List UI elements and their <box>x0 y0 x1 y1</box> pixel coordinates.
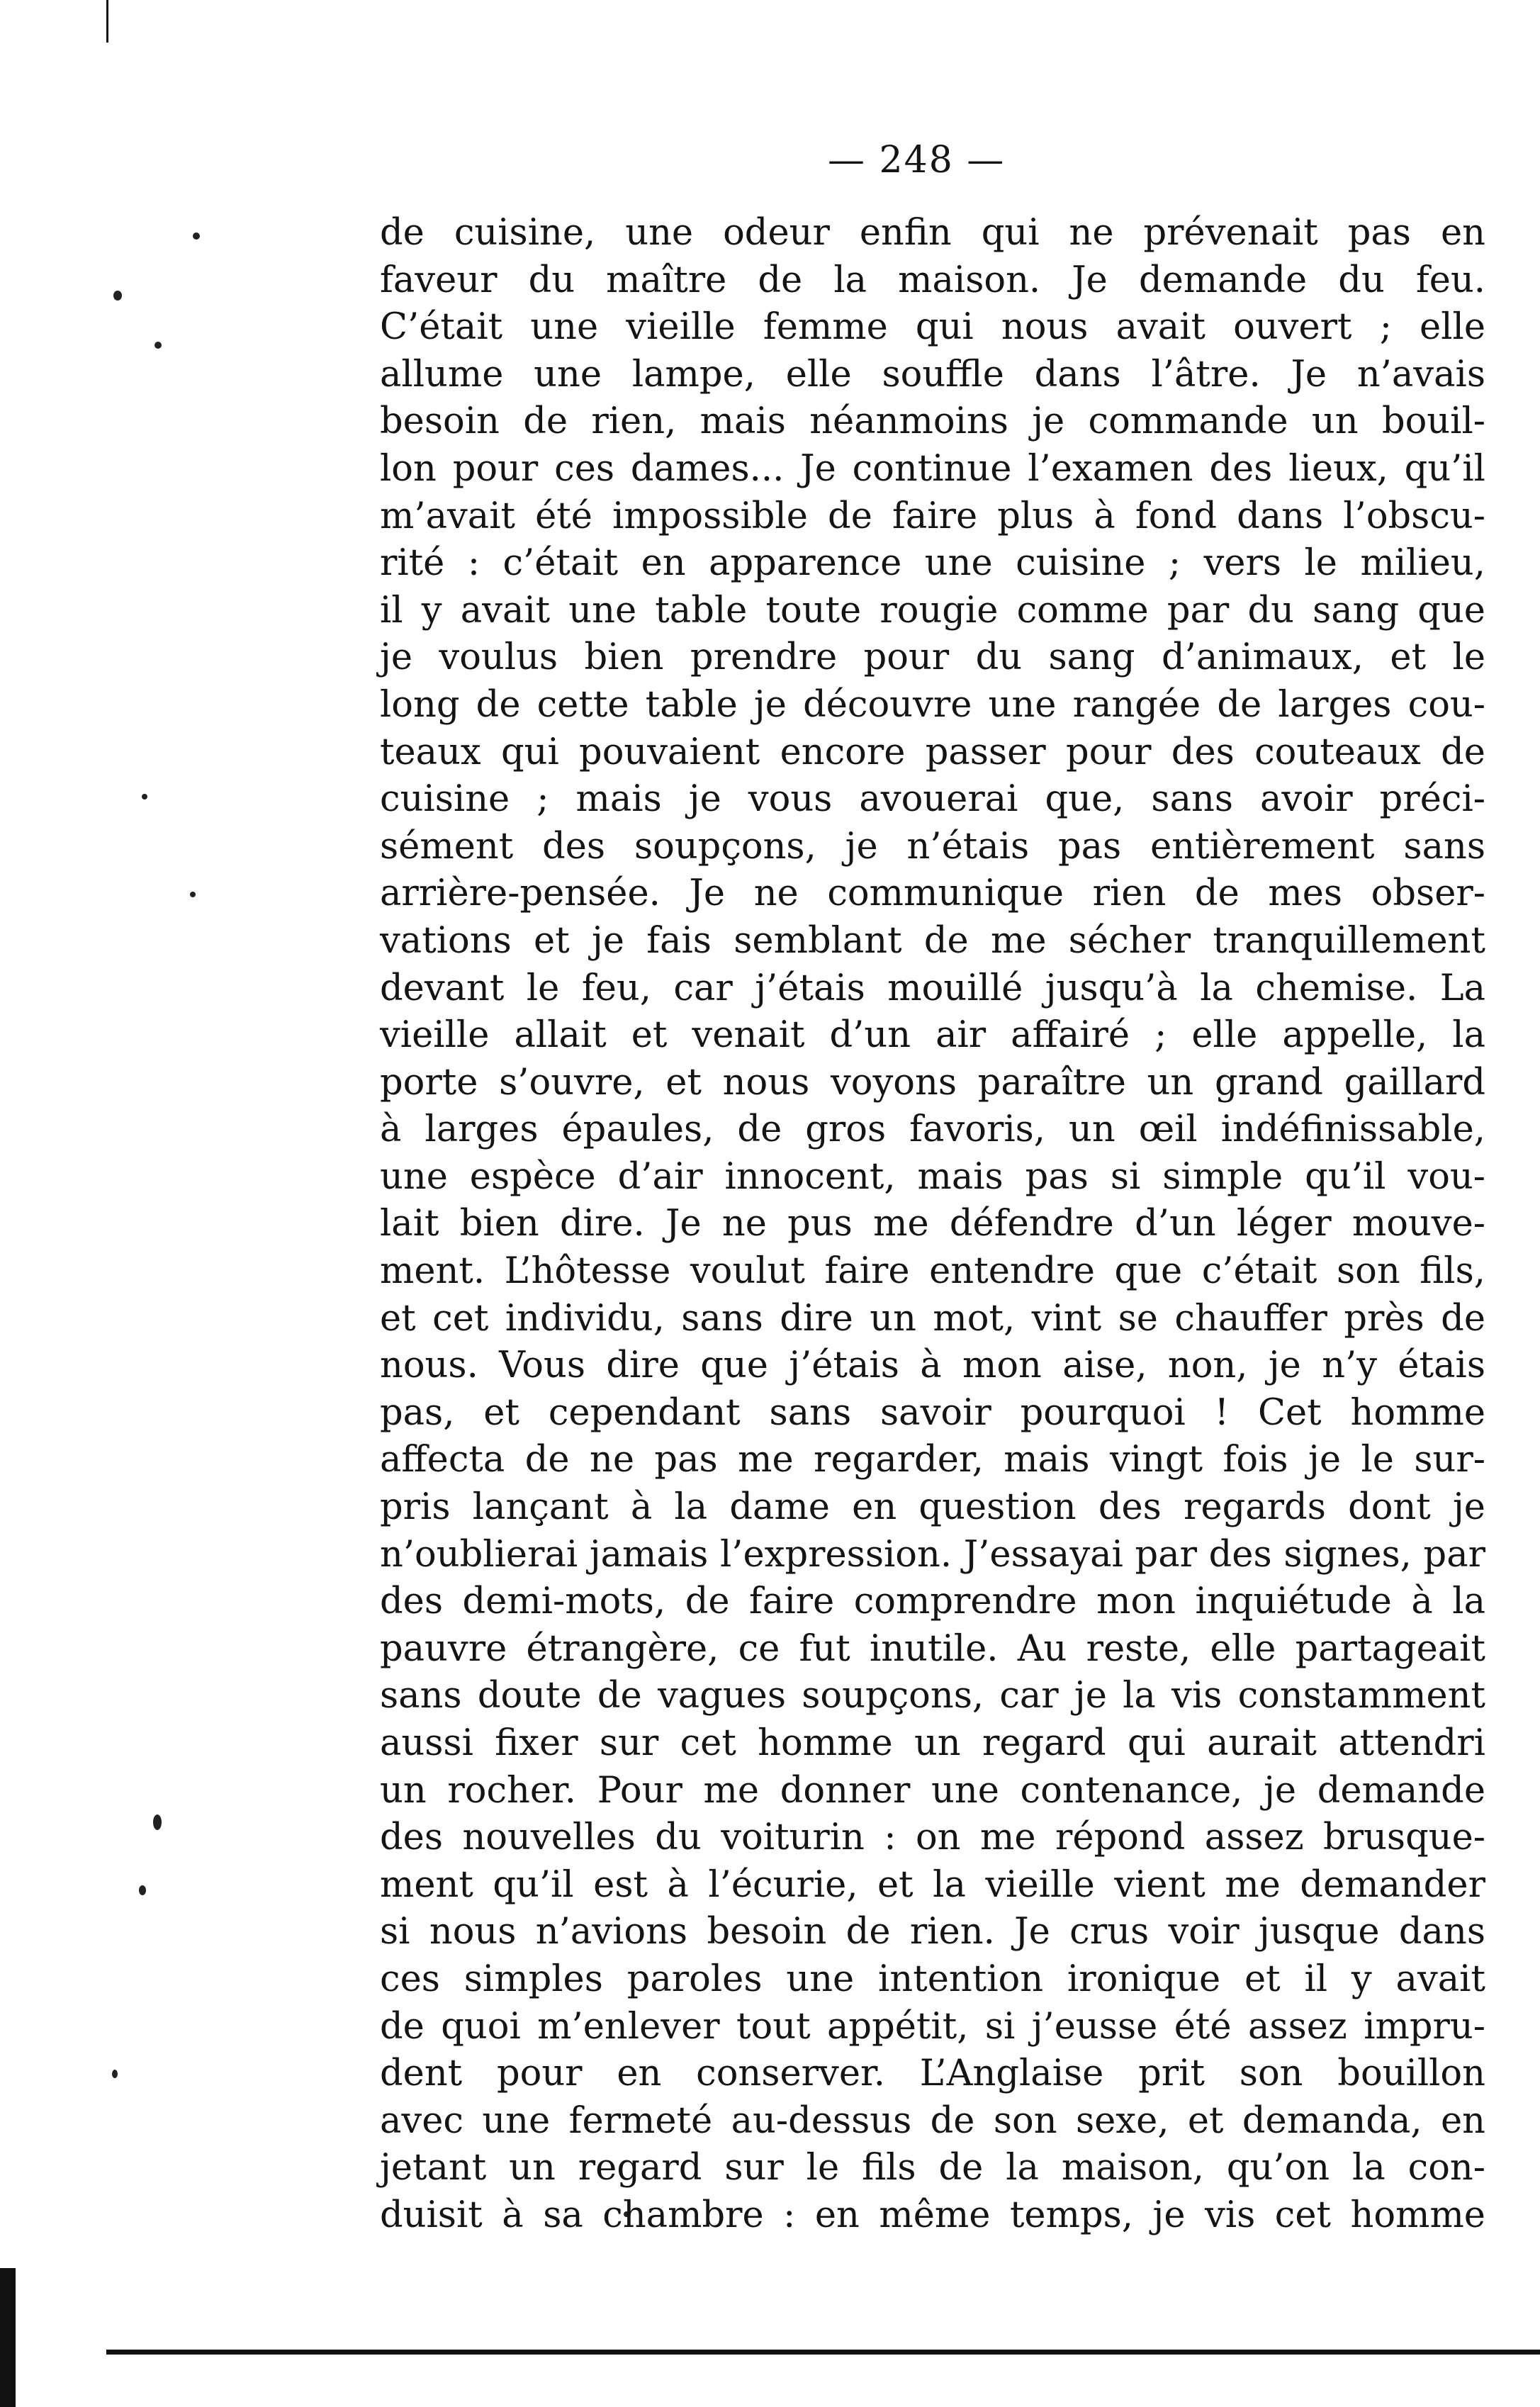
margin-speck <box>113 291 122 301</box>
text-line: lait bien dire. Je ne pus me défendre d’un léger mouve- <box>380 1203 1485 1245</box>
text-line: à larges épaules, de gros favoris, un œil indéfinissable, <box>380 1109 1485 1151</box>
text-line: affecta de ne pas me regarder, mais vingt fois je le sur- <box>380 1439 1485 1481</box>
page-number: — 248 — <box>828 139 1006 181</box>
text-line: nous. Vous dire que j’étais à mon aise, non, je n’y étais <box>380 1345 1485 1387</box>
scan-edge-mark <box>106 0 108 43</box>
text-line: ces simples paroles une intention ironique et il y avait <box>380 1958 1485 2000</box>
text-line: teaux qui pouvaient encore passer pour des couteaux de <box>380 731 1485 773</box>
text-line: dent pour en conserver. L’Anglaise prit son bouillon <box>380 2053 1485 2095</box>
text-line: cuisine ; mais je vous avouerai que, sans avoir préci- <box>380 778 1485 821</box>
text-line: de quoi m’enlever tout appétit, si j’eusse été assez impru- <box>380 2005 1485 2048</box>
text-line: allume une lampe, elle souffle dans l’âtre. Je n’avais <box>380 353 1485 395</box>
text-line: une espèce d’air innocent, mais pas si simple qu’il vou- <box>380 1155 1485 1198</box>
text-line: long de cette table je découvre une rangée de larges cou- <box>380 683 1485 726</box>
margin-speck <box>193 232 200 240</box>
text-line: porte s’ouvre, et nous voyons paraître un grand gaillard <box>380 1061 1485 1104</box>
text-line: lon pour ces dames... Je continue l’examen des lieux, qu’il <box>380 447 1485 490</box>
scan-bottom-edge <box>106 2350 1540 2355</box>
text-line: duisit à sa chambre : en même temps, je vis cet homme <box>380 2194 1485 2236</box>
text-line: il y avait une table toute rougie comme par du sang que <box>380 589 1485 632</box>
text-line: et cet individu, sans dire un mot, vint se chauffer près de <box>380 1297 1485 1340</box>
text-line: rité : c’était en apparence une cuisine ; vers le milieu, <box>380 542 1485 585</box>
text-line: C’était une vieille femme qui nous avait ouvert ; elle <box>380 306 1485 349</box>
text-line: de cuisine, une odeur enfin qui ne prévenait pas en <box>380 212 1485 254</box>
text-line: arrière-pensée. Je ne communique rien de mes obser- <box>380 873 1485 915</box>
text-line: avec une fermeté au-dessus de son sexe, et demanda, en <box>380 2099 1485 2142</box>
scan-edge-mark <box>0 2268 16 2407</box>
margin-speck <box>112 2070 118 2078</box>
text-line: jetant un regard sur le fils de la maison, qu’on la con- <box>380 2147 1485 2189</box>
text-line: ment qu’il est à l’écurie, et la vieille vient me demander <box>380 1863 1485 1906</box>
text-line: ment. L’hôtesse voulut faire entendre que c’était son fils, <box>380 1250 1485 1293</box>
text-line: je voulus bien prendre pour du sang d’animaux, et le <box>380 636 1485 679</box>
text-line: besoin de rien, mais néanmoins je commande un bouil- <box>380 400 1485 443</box>
margin-speck <box>190 892 196 897</box>
text-line: n’oublierai jamais l’expression. J’essayai par des signes, par <box>380 1533 1485 1576</box>
margin-speck <box>142 794 147 799</box>
text-line: des nouvelles du voiturin : on me répond assez brusque- <box>380 1817 1485 1859</box>
text-line: des demi-mots, de faire comprendre mon inquiétude à la <box>380 1581 1485 1623</box>
text-line: pas, et cependant sans savoir pourquoi ! Cet homme <box>380 1391 1485 1434</box>
margin-speck <box>153 1814 162 1830</box>
text-line: devant le feu, car j’étais mouillé jusqu’à la chemise. La <box>380 967 1485 1009</box>
body-text <box>380 210 1485 2240</box>
text-line: faveur du maître de la maison. Je demande du feu. <box>380 259 1485 301</box>
text-line: vations et je fais semblant de me sécher tranquillement <box>380 919 1485 962</box>
text-line: m’avait été impossible de faire plus à fond dans l’obscu- <box>380 495 1485 537</box>
text-line: vieille allait et venait d’un air affairé ; elle appelle, la <box>380 1014 1485 1057</box>
text-line: pris lançant à la dame en question des regards dont je <box>380 1486 1485 1529</box>
text-line: pauvre étrangère, ce fut inutile. Au reste, elle partageait <box>380 1627 1485 1670</box>
text-line: sément des soupçons, je n’étais pas entièrement sans <box>380 825 1485 868</box>
margin-speck <box>154 342 162 349</box>
text-line: aussi fixer sur cet homme un regard qui aurait attendri <box>380 1722 1485 1764</box>
text-line: sans doute de vagues soupçons, car je la vis constamment <box>380 1675 1485 1717</box>
margin-speck <box>139 1885 146 1895</box>
text-line: si nous n’avions besoin de rien. Je crus voir jusque dans <box>380 1911 1485 1953</box>
text-line: un rocher. Pour me donner une contenance, je demande <box>380 1769 1485 1812</box>
